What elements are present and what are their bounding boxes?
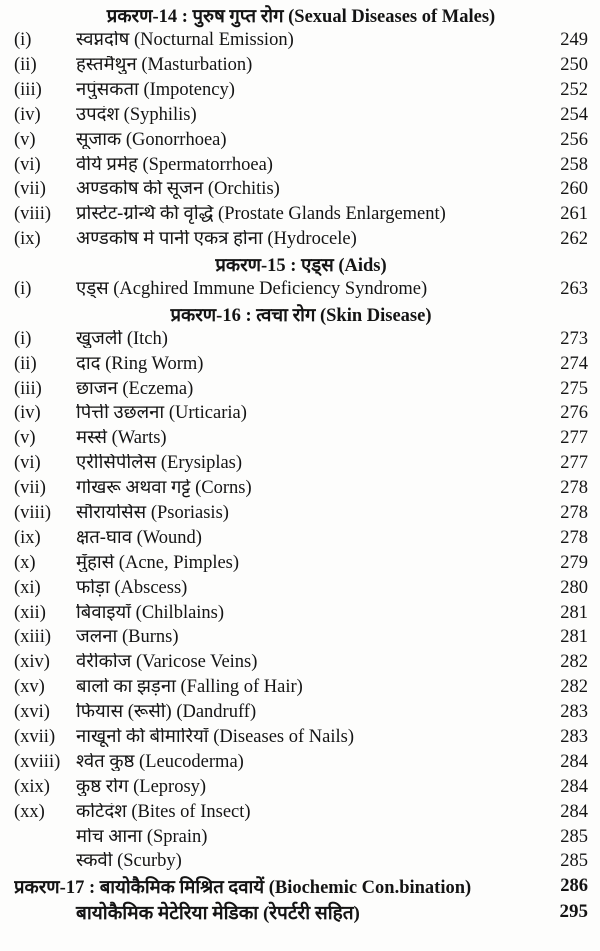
entry-number: (vii) xyxy=(14,179,46,200)
entry-number: (xii) xyxy=(14,602,46,623)
entry-page: 281 xyxy=(560,602,588,623)
entry-page: 285 xyxy=(560,851,588,872)
entry-title: गोखरू अथवा गट्टे (Corns) xyxy=(76,479,252,498)
toc-entry xyxy=(14,526,588,551)
entry-number: (i) xyxy=(14,328,32,349)
entry-title: पित्ती उछलना (Urticaria) xyxy=(76,404,247,423)
entry-title: छाजन (Eczema) xyxy=(76,379,194,399)
entry-title: नपुंसकता (Impotency) xyxy=(76,80,235,100)
entry-title: वीर्य प्रमेह (Spermatorrhoea) xyxy=(76,155,273,175)
entry-title: स्वप्नदोष (Nocturnal Emission) xyxy=(76,31,294,50)
entry-title: उपदंश (Syphilis) xyxy=(76,105,197,125)
entry-title: मुँहासे (Acne, Pimples) xyxy=(76,553,240,573)
entry-number: (ix) xyxy=(14,229,41,250)
entry-number: (xv) xyxy=(14,677,45,698)
materia-medica-title: बायोकैमिक मेटेरिया मेडिका (रेपर्टरी सहित) xyxy=(76,902,360,924)
entry-page: 261 xyxy=(560,204,588,225)
toc-entry xyxy=(14,700,588,725)
entry-number: (vi) xyxy=(14,154,41,175)
toc-entry xyxy=(14,28,588,53)
materia-medica-page: 295 xyxy=(559,900,588,922)
entry-number: (i) xyxy=(14,278,32,299)
toc-entry xyxy=(14,426,588,451)
entry-title: श्वेत कुष्ठ (Leucoderma) xyxy=(76,752,244,772)
toc-entry xyxy=(14,451,588,476)
toc-entry xyxy=(14,103,588,128)
entry-page: 283 xyxy=(560,702,588,723)
toc-entry xyxy=(14,277,588,302)
toc-entry xyxy=(14,849,588,874)
entry-page: 278 xyxy=(560,478,588,499)
toc-entry xyxy=(14,476,588,501)
entry-number: (ii) xyxy=(14,54,37,75)
entry-title: प्रोस्टेट-ग्रन्थि की वृद्धि (Prostate Glands Enlargement) xyxy=(76,205,446,224)
entry-number: (vi) xyxy=(14,453,41,474)
entry-number: (xx) xyxy=(14,801,45,822)
entry-number: (viii) xyxy=(14,503,51,523)
entry-number: (xviii) xyxy=(14,751,61,772)
entry-number: (iv) xyxy=(14,403,41,424)
toc-entry xyxy=(14,127,588,152)
entry-page: 273 xyxy=(560,328,588,349)
entry-title: फोड़ा (Abscess) xyxy=(76,578,188,598)
entry-page: 260 xyxy=(560,179,588,200)
entry-title: अण्डकोष में पानी एकत्र होना (Hydrocele) xyxy=(76,230,357,249)
entry-title: सौरायसिस (Psoriasis) xyxy=(76,504,229,523)
entry-title: मोच आना (Sprain) xyxy=(76,827,208,847)
chapter-17-page: 286 xyxy=(560,876,588,897)
entry-title: एरीसिपेलिस (Erysiplas) xyxy=(76,454,243,473)
entry-title: अण्डकोष की सूजन (Orchitis) xyxy=(76,180,280,199)
entry-number: (iv) xyxy=(14,104,41,125)
toc-entry xyxy=(14,152,588,177)
entry-page: 282 xyxy=(560,677,588,698)
entry-title: जलना (Burns) xyxy=(76,628,179,647)
entry-page: 258 xyxy=(560,154,588,175)
entry-number: (ii) xyxy=(14,353,37,374)
entry-title: कुष्ठ रोग (Leprosy) xyxy=(76,777,207,797)
entry-number: (iii) xyxy=(14,378,42,399)
entry-page: 250 xyxy=(560,54,588,75)
entry-title: फियास (रूसी) (Dandruff) xyxy=(76,703,257,722)
toc-entry xyxy=(14,53,588,78)
entry-title: स्कर्वी (Scurby) xyxy=(76,852,182,871)
entry-number: (viii) xyxy=(14,204,51,225)
entry-page: 249 xyxy=(560,30,588,51)
toc-entry xyxy=(14,177,588,202)
toc-entry xyxy=(14,78,588,103)
toc-entry xyxy=(14,650,588,675)
entry-page: 282 xyxy=(560,652,588,673)
entry-page: 275 xyxy=(560,378,588,399)
entry-page: 283 xyxy=(560,727,588,748)
entry-title: दाद (Ring Worm) xyxy=(76,354,204,374)
toc-entry xyxy=(14,750,588,775)
entry-number: (xix) xyxy=(14,776,50,797)
entry-number: (xi) xyxy=(14,577,41,598)
toc-entry xyxy=(14,551,588,576)
toc-entry xyxy=(14,800,588,825)
entry-page: 252 xyxy=(560,79,588,100)
entry-title: सूजाक (Gonorrhoea) xyxy=(76,130,227,150)
entry-page: 262 xyxy=(560,229,588,250)
toc-entry xyxy=(14,625,588,650)
entry-page: 277 xyxy=(560,428,588,449)
entry-number: (iii) xyxy=(14,79,42,100)
toc-entry xyxy=(14,775,588,800)
toc-entry xyxy=(14,824,588,849)
toc-entry xyxy=(14,202,588,227)
entry-title: बालों का झड़ना (Falling of Hair) xyxy=(76,678,303,697)
entry-title: खुजली (Itch) xyxy=(76,329,168,349)
entry-page: 263 xyxy=(560,278,588,299)
entry-title: बिवाइयाँ (Chilblains) xyxy=(76,603,225,623)
toc-entry xyxy=(14,327,588,352)
entry-title: हस्तमैथुन (Masturbation) xyxy=(76,55,253,75)
entry-title: कटिदंश (Bites of Insect) xyxy=(76,802,251,822)
materia-medica-entry xyxy=(14,899,588,924)
entry-page: 285 xyxy=(560,826,588,847)
entry-number: (ix) xyxy=(14,527,41,548)
entry-page: 278 xyxy=(560,503,588,523)
entry-page: 278 xyxy=(560,527,588,548)
entry-number: (vii) xyxy=(14,478,46,499)
toc-entry xyxy=(14,575,588,600)
entry-title: नाखूनों की बीमारियाँ (Diseases of Nails) xyxy=(76,728,354,747)
chapter-17-entry xyxy=(14,874,588,899)
entry-page: 284 xyxy=(560,751,588,772)
entry-title: मस्से (Warts) xyxy=(76,429,167,448)
entry-number: (xvi) xyxy=(14,702,50,723)
entry-page: 281 xyxy=(560,627,588,648)
toc-entry xyxy=(14,376,588,401)
table-of-contents xyxy=(14,3,588,924)
chapter-16-heading: प्रकरण-16 : त्वचा रोग (Skin Disease) xyxy=(170,305,432,326)
entry-page: 274 xyxy=(560,353,588,374)
entry-page: 279 xyxy=(560,552,588,573)
entry-number: (i) xyxy=(14,30,32,51)
toc-entry xyxy=(14,351,588,376)
entry-number: (v) xyxy=(14,129,36,150)
entry-page: 284 xyxy=(560,776,588,797)
entry-number: (xvii) xyxy=(14,727,56,748)
entry-title: एड्स (Acghired Immune Deficiency Syndrome) xyxy=(76,279,428,299)
entry-page: 277 xyxy=(560,453,588,474)
entry-title: वेरीकोज (Varicose Veins) xyxy=(76,653,258,672)
toc-entry xyxy=(14,675,588,700)
chapter-17-title: प्रकरण-17 : बायोकैमिक मिश्रित दवायें (Biochemic Con.bination) xyxy=(14,878,472,899)
entry-number: (v) xyxy=(14,428,36,449)
toc-entry xyxy=(14,401,588,426)
entry-number: (xiii) xyxy=(14,627,51,648)
entry-page: 254 xyxy=(560,104,588,125)
toc-entry xyxy=(14,227,588,252)
toc-entry xyxy=(14,501,588,526)
entry-page: 280 xyxy=(560,577,588,598)
entry-page: 276 xyxy=(560,403,588,424)
entry-title: क्षत-घाव (Wound) xyxy=(76,528,202,548)
entry-page: 256 xyxy=(560,129,588,150)
chapter-15-heading: प्रकरण-15 : एड्स (Aids) xyxy=(215,255,387,276)
entry-page: 284 xyxy=(560,801,588,822)
chapter-14-heading: प्रकरण-14 : पुरुष गुप्त रोग (Sexual Diseases of Males) xyxy=(106,6,496,27)
entry-number: (x) xyxy=(14,552,36,573)
entry-number: (xiv) xyxy=(14,652,50,673)
toc-entry xyxy=(14,725,588,750)
toc-entry xyxy=(14,600,588,625)
